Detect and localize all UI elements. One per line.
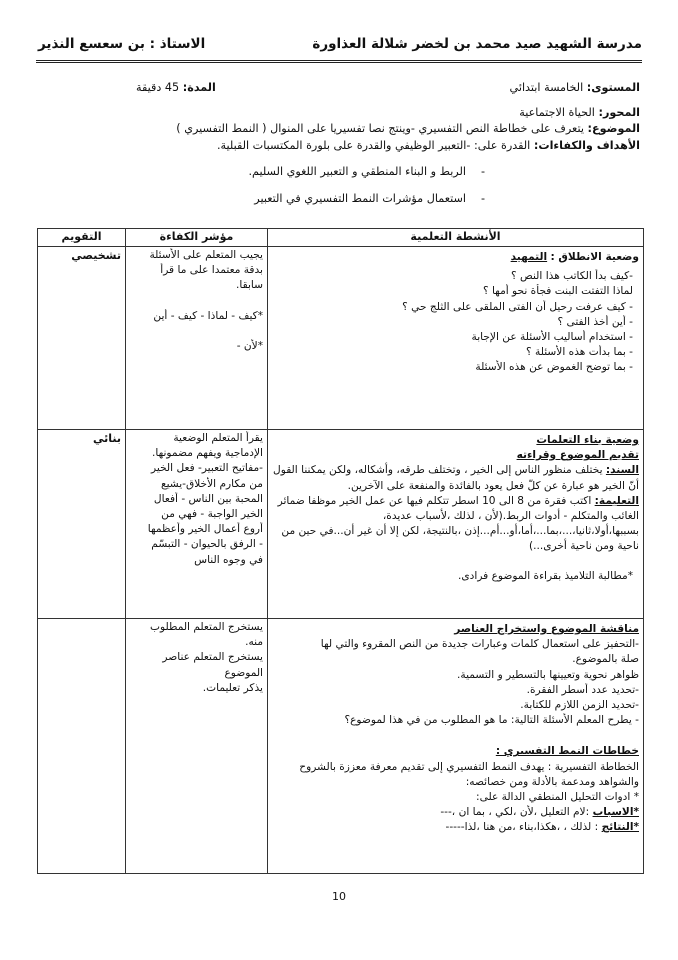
header-evaluation: التقويم: [38, 229, 126, 247]
page-number: 10: [332, 890, 346, 903]
topic-value: يتعرف على خطاطة النص التفسيري -وينتج نصا تفسيريا على المنوال ( النمط التفسيري ): [176, 122, 584, 135]
goals-label: الأهداف والكفاءات:: [533, 138, 640, 152]
header-activities: الأنشطة التعلمية: [268, 229, 644, 247]
table-row: [38, 430, 644, 619]
duration-value: 45 دقيقة: [136, 81, 180, 94]
level-label: المستوى:: [586, 81, 640, 94]
row1-activities: وضعية الانطلاق : التمهيد -كيف بدأ الكاتب هذا النص ؟ لماذا التفتت البنت فجأة نحو أمها ؟ - كيف عرفت رحيل أن الفتى الملقى على الثلج حي ؟ - أين أخذ الفتى ؟ - استخدام أساليب الأسئلة عن الإجابة - بما بدأت هذه الأسئلة ؟ - بما توضح الغموض عن هذه الأسئلة: [268, 247, 644, 430]
topic-label: الموضوع:: [587, 122, 640, 135]
axis-value: الحياة الاجتماعية: [519, 105, 595, 119]
row3-indicator: يستخرج المتعلم المطلوب منه. يستخرج المتعلم عناصر الموضوع يذكر تعليمات.: [126, 619, 268, 874]
page-header: [38, 36, 642, 52]
lesson-table: [37, 228, 644, 874]
row2-evaluation: بنائي: [38, 430, 126, 619]
level-value: الخامسة ابتدائي: [509, 81, 584, 94]
row2-activities: وضعية بناء التعلمات تقديم الموضوع وقراءته السند: يختلف منظور الناس إلى الخير ، وتختلف طرقه، وأشكاله، ولكن يمكننا القول أنّ الخير هو عبارة عن كلّ فعل يعود بالفائدة والمنفعة على الآخرين. التعليمة: اكتب فقرة من 8 الى 10 اسطر تتكلم فيها عن عمل الخير موظفا ضمائر الغائب والمتكلم - أدوات الربط.(لأن ، لذلك ،لأسباب عديدة، بسببها،أولا،ثانيا،...،بما...،أما،أو...أم...إذن ،بالنتيجة، لكن إلا أن غير أن...في حين من ناحية ومن ناحية أخرى...) *مطالبة التلاميذ بقراءة الموضوع فرادى.: [268, 430, 644, 619]
table-row: [38, 247, 644, 430]
lesson-meta: [36, 80, 640, 213]
duration-label: المدة:: [182, 81, 216, 94]
row3-activities: مناقشة الموضوع واستخراج العناصر -التحفيز على استعمال كلمات وعبارات جديدة من النص المقروء والتي لها صلة بالموضوع. ظواهر نحوية وتعيينها بالتسطير و التسمية. -تحديد عدد أسطر الفقرة. -تحديد الزمن اللازم للكتابة. - يطرح المعلم الأسئلة التالية: ما هو المطلوب من في هذا لموضوع؟ خطاطات النمط التفسيري : الخطاطة التفسيرية : يهدف النمط التفسيري إلى تقديم معرفة معززة بالشروح والشواهد ومدعمة بالأدلة ومن خصائصه: * ادوات التحليل المنطقي الدالة على: *الاسباب :لام التعليل ،لأن ،لكي ، بما ان ،--- *النتائج : لذلك ، ،هكذا،بناء ،من هنا ،لذا-----: [268, 619, 644, 874]
axis-label: المحور:: [598, 105, 640, 119]
teacher-name: الاستاذ : بن سعسع النذير: [38, 36, 206, 52]
table-header-row: [38, 229, 644, 247]
header-divider: [36, 60, 642, 63]
table-row: [38, 619, 644, 874]
row2-indicator: يقرأ المتعلم الوضعية الإدماجية ويفهم مضمونها. -مفاتيح التعبير- فعل الخير من مكارم الأخلاق-يشيع المحبة بين الناس - أفعال الخير الواجبة - فهي من أروع أعمال الخير وأعظمها - الرفق بالحيوان - التبسّم في وجوه الناس: [126, 430, 268, 619]
goals-list: [36, 164, 640, 207]
goals-value: القدرة على: -التعبير الوظيفي والقدرة على بلورة المكتسبات القبلية.: [216, 138, 531, 152]
goal-item: - استعمال مؤشرات النمط التفسيري في التعبير: [254, 191, 486, 205]
row3-evaluation: [38, 619, 126, 874]
header-indicator: مؤشر الكفاءة: [126, 229, 268, 247]
level-row: [36, 80, 640, 97]
school-name: مدرسة الشهيد صيد محمد بن لخضر شلالة العذاورة: [312, 36, 642, 52]
row1-evaluation: تشخيصي: [38, 247, 126, 430]
row1-indicator: يجيب المتعلم على الأسئلة بدقة معتمدا على ما قرأ سابقا. *كيف - لماذا - كيف - أين *لأن -: [126, 247, 268, 430]
goal-item: - الربط و البناء المنطقي و التعبير اللغوي السليم.: [248, 165, 486, 178]
